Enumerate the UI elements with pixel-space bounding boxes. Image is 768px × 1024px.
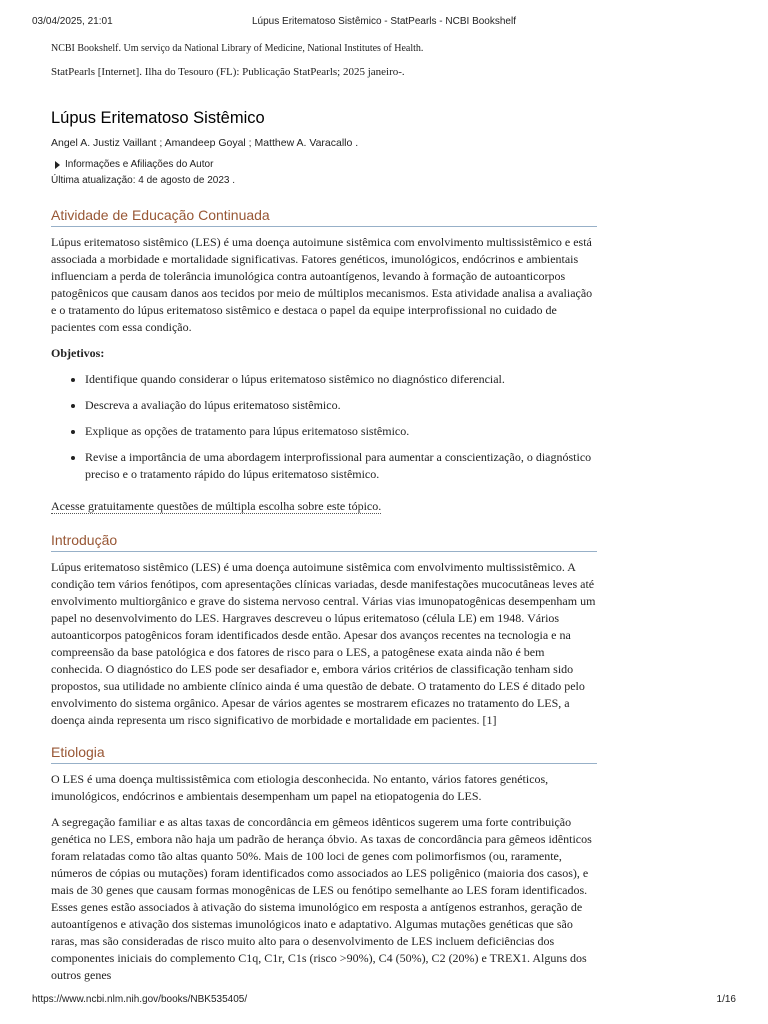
cme-paragraph: Lúpus eritematoso sistêmico (LES) é uma doença autoimune sistêmica com envolvimento multissistêmico e está associada a morbidade e mortalidade significativas. Fatores genéticos, imunológicos, endócrinos e ambientais influenciam a perda de tolerância imunológica contra autoantígenos, levando à formação de autoanticorpos patogênicos que causam danos aos tecidos por meio de múltiplos mecanismos. Esta atividade analisa a avaliação e o tratamento do lúpus eritematoso sistêmico e destaca o papel da equipe interprofissional no cuidado de pacientes com essa condição. xyxy=(51,235,593,334)
section-heading-intro: Introdução xyxy=(51,531,597,552)
print-url: https://www.ncbi.nlm.nih.gov/books/NBK535405/ xyxy=(32,994,248,1005)
list-item: • Descreva a avaliação do lúpus eritematoso sistêmico. xyxy=(85,397,597,414)
affiliations-toggle[interactable] xyxy=(55,159,597,170)
section-heading-cme: Atividade de Educação Continuada xyxy=(51,206,597,227)
free-questions-link[interactable]: Acesse gratuitamente questões de múltipla escolha sobre este tópico. xyxy=(51,499,382,513)
list-item: • Identifique quando considerar o lúpus eritematoso sistêmico no diagnóstico diferencial. xyxy=(85,371,597,388)
objectives-label: Objetivos: xyxy=(51,346,105,360)
publication-info: StatPearls [Internet]. Ilha do Tesouro (FL): Publicação StatPearls; 2025 janeiro-. xyxy=(51,66,405,78)
article-title: Lúpus Eritematoso Sistêmico xyxy=(51,109,265,127)
list-item: • Revise a importância de uma abordagem interprofissional para aumentar a conscientização, o diagnóstico preciso e o tratamento rápido do lúpus eritematoso sistêmico. xyxy=(85,449,597,483)
page-number: 1/16 xyxy=(716,994,736,1005)
triangle-right-icon xyxy=(55,161,60,169)
etiology-paragraph-1: O LES é uma doença multissistêmica com etiologia desconhecida. No entanto, vários fatores genéticos, imunológicos, endócrinos e ambientais desempenham um papel na etiopatogenia do LES. xyxy=(51,772,549,803)
print-header xyxy=(32,16,736,30)
intro-paragraph: Lúpus eritematoso sistêmico (LES) é uma doença autoimune sistêmica com envolvimento multissistêmico. A condição tem vários fenótipos, com apresentações clínicas variadas, desde manifestações mucocutâneas leves até envolvimento multiorgânico e grave do sistema nervoso central. Várias vias imunopatogênicas desempenham um papel no desenvolvimento do LES. Hargraves descreveu o lúpus eritematoso (célula LE) em 1948. Vários autoanticorpos patogênicos foram identificados desde então. Apesar dos avanços recentes na tecnologia e na compreensão da base patológica e dos fatores de risco para o LES, a patogênese exata ainda não é bem conhecida. O diagnóstico do LES pode ser desafiador e, embora vários critérios de classificação tenham sido propostos, sua utilidade no ambiente clínico ainda é uma questão de debate. O tratamento do LES é ditado pelo envolvimento do sistema orgânico. Apesar de vários agentes se mostrarem eficazes no tratamento do LES, a doença ainda representa um risco significativo de morbidade e mortalidade em pacientes. [1] xyxy=(51,560,596,727)
list-item: • Explique as opções de tratamento para lúpus eritematoso sistêmico. xyxy=(85,423,597,440)
last-updated: Última atualização: 4 de agosto de 2023 . xyxy=(51,175,236,186)
etiology-paragraph-2: A segregação familiar e as altas taxas de concordância em gêmeos idênticos sugerem uma forte contribuição genética no LES, embora não haja um padrão de herança óbvio. As taxas de concordância para gêmeos idênticos foram relatadas como tão altas quanto 50%. Mais de 100 loci de genes com polimorfismos (ou, raramente, números de cópias ou mutações) foram identificados como associados ao LES poligênico (maioria dos casos), e mais de 30 genes que causam formas monogênicas de LES ou fenótipo semelhante ao LES foram identificados. Esses genes estão associados à ativação do sistema imunológico em resposta a antígenos estranhos, geração de autoantígenos e ativação dos sistemas imunológicos inato e adaptativo. Algumas mutações genéticas que são raras, mas são consideradas de risco muito alto para o desenvolvimento de LES incluem deficiências dos componentes iniciais do complemento C1q, C1r, C1s (risco >90%), C4 (50%), C2 (20%) e TREX1. Alguns dos outros genes xyxy=(51,815,592,982)
section-heading-etiology: Etiologia xyxy=(51,743,597,764)
article-content xyxy=(51,40,597,984)
print-title: Lúpus Eritematoso Sistêmico - StatPearls - NCBI Bookshelf xyxy=(252,16,516,27)
print-footer xyxy=(32,994,736,1008)
print-date: 03/04/2025, 21:01 xyxy=(32,16,113,27)
bookshelf-credit: NCBI Bookshelf. Um serviço da National Library of Medicine, National Institutes of Health. xyxy=(51,43,424,54)
objectives-list xyxy=(51,371,597,483)
affiliations-label: Informações e Afiliações do Autor xyxy=(65,159,214,170)
author-list[interactable]: Angel A. Justiz Vaillant ; Amandeep Goyal ; Matthew A. Varacallo . xyxy=(51,137,359,149)
